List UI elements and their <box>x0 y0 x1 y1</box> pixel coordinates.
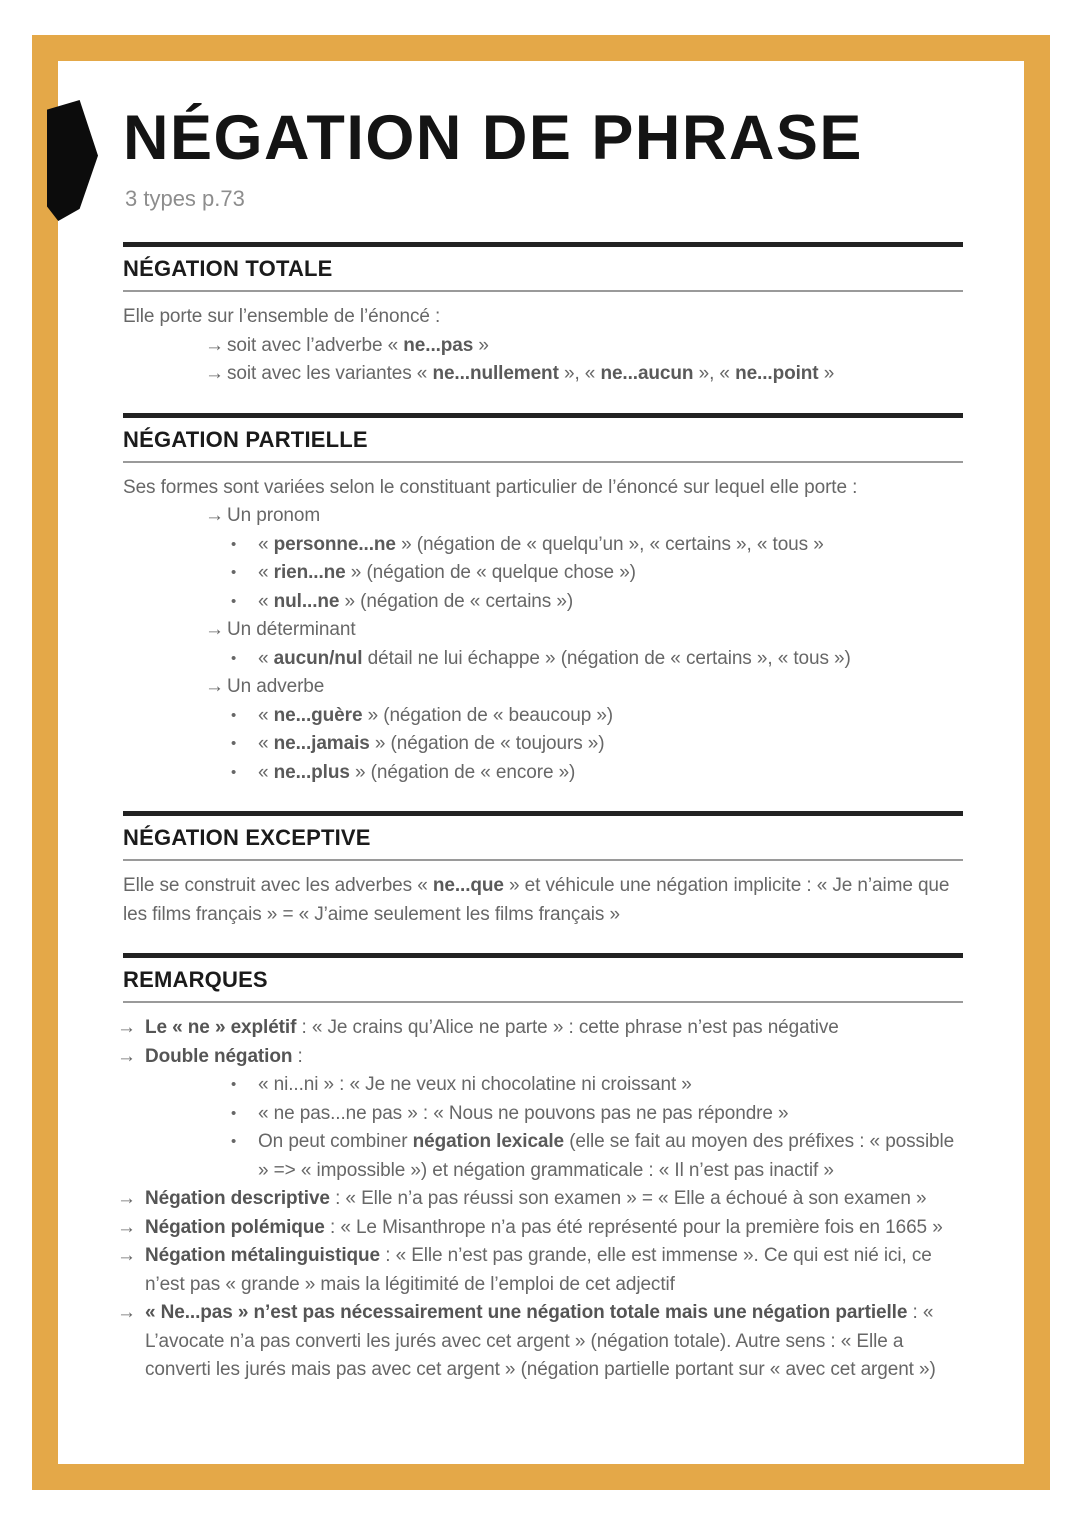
section-heading: NÉGATION PARTIELLE <box>123 426 368 452</box>
bullet-icon: • <box>231 649 237 667</box>
list-item <box>123 759 963 788</box>
item-text: Négation métalinguistique : « Elle n’est pas grande, elle est immense ». Ce qui est nié ici, ce n’est pas « grande » mais la légitimité de l’emploi de cet adjectif <box>145 1245 932 1295</box>
item-text: « ne...guère » (négation de « beaucoup ») <box>258 704 614 726</box>
list-item <box>123 730 963 759</box>
section-divider-thick <box>123 811 963 816</box>
list-item <box>117 1043 963 1072</box>
paragraph <box>123 303 963 332</box>
arrow-icon: → <box>117 1216 136 1238</box>
section-heading: NÉGATION TOTALE <box>123 256 333 282</box>
bullet-icon: • <box>231 706 237 724</box>
section-divider-thick <box>123 953 963 958</box>
arrow-icon: → <box>117 1045 136 1067</box>
bullet-icon: • <box>231 763 237 781</box>
section <box>123 242 963 413</box>
item-text: Elle porte sur l’ensemble de l’énoncé : <box>123 306 441 328</box>
item-text: « Ne...pas » n’est pas nécessairement une négation totale mais une négation partielle : « L’avocate n’a pas converti les jurés avec cet argent » (négation totale). Autre sens : « Elle a converti les jurés mais pas avec cet argent » (négation partielle portant sur « avec cet argent ») <box>145 1302 936 1381</box>
arrow-icon: → <box>205 505 224 527</box>
list-item <box>123 673 963 702</box>
list-item <box>123 332 963 361</box>
item-text: Ses formes sont variées selon le constituant particulier de l’énoncé sur lequel elle porte : <box>123 476 858 498</box>
item-text: Double négation : <box>145 1045 303 1067</box>
item-text: Négation descriptive : « Elle n’a pas réussi son examen » = « Elle a échoué à son examen » <box>145 1188 927 1210</box>
bullet-icon: • <box>231 592 237 610</box>
arrow-icon: → <box>117 1245 136 1267</box>
list-item <box>123 559 963 588</box>
bullet-icon: • <box>231 735 237 753</box>
study-sheet <box>117 103 963 1409</box>
list-item <box>123 531 963 560</box>
arrow-icon: → <box>117 1017 136 1039</box>
section-heading: NÉGATION EXCEPTIVE <box>123 825 371 851</box>
item-text: Un pronom <box>227 505 321 527</box>
list-item <box>123 1100 963 1129</box>
list-item <box>123 588 963 617</box>
arrow-icon: → <box>205 619 224 641</box>
list-item <box>117 1242 963 1299</box>
section-divider-thick <box>123 242 963 247</box>
item-text: Négation polémique : « Le Misanthrope n’a pas été représenté pour la première fois en 1665 » <box>145 1216 943 1238</box>
arrow-icon: → <box>205 363 224 385</box>
page-title: NÉGATION DE PHRASE <box>123 103 863 173</box>
list-item <box>123 360 963 389</box>
item-text: soit avec l’adverbe « ne...pas » <box>227 334 489 356</box>
section-divider-thick <box>123 413 963 418</box>
item-text: « rien...ne » (négation de « quelque chose ») <box>258 562 636 584</box>
list-item <box>123 616 963 645</box>
item-text: soit avec les variantes « ne...nullement », « ne...aucun », « ne...point » <box>227 363 835 385</box>
list-item <box>123 502 963 531</box>
list-item <box>123 645 963 674</box>
item-text: « nul...ne » (négation de « certains ») <box>258 590 574 612</box>
list-item <box>117 1299 963 1385</box>
item-text: Le « ne » explétif : « Je crains qu’Alice ne parte » : cette phrase n’est pas négative <box>145 1017 839 1039</box>
item-text: « ne...jamais » (négation de « toujours ») <box>258 733 605 755</box>
item-text: « personne...ne » (négation de « quelqu’un », « certains », « tous » <box>258 533 824 555</box>
section-body <box>123 861 963 953</box>
item-text: On peut combiner négation lexicale (elle se fait au moyen des préfixes : « possible » => « impossible ») et négation grammaticale : « Il n’est pas inactif » <box>258 1131 955 1181</box>
list-item <box>123 1071 963 1100</box>
section-body <box>123 292 963 413</box>
arrow-icon: → <box>117 1302 136 1324</box>
bullet-icon: • <box>231 1104 237 1122</box>
arrow-icon: → <box>117 1188 136 1210</box>
section <box>123 413 963 812</box>
list-item <box>123 1128 963 1185</box>
item-text: « ne pas...ne pas » : « Nous ne pouvons pas ne pas répondre » <box>258 1102 789 1124</box>
item-text: « aucun/nul détail ne lui échappe » (négation de « certains », « tous ») <box>258 647 851 669</box>
section <box>123 811 963 953</box>
bullet-icon: • <box>231 535 237 553</box>
paragraph <box>123 872 963 929</box>
section-heading: REMARQUES <box>123 967 268 993</box>
list-item <box>117 1214 963 1243</box>
list-item <box>123 702 963 731</box>
list-item <box>117 1014 963 1043</box>
item-text: Un adverbe <box>227 676 325 698</box>
bullet-icon: • <box>231 1076 237 1094</box>
page-subtitle: 3 types p.73 <box>125 186 245 212</box>
bullet-icon: • <box>231 564 237 582</box>
item-text: Un déterminant <box>227 619 356 641</box>
bullet-icon: • <box>231 1133 237 1151</box>
section-body <box>123 463 963 812</box>
item-text: Elle se construit avec les adverbes « ne...que » et véhicule une négation implicite : « Je n’aime que les films français » = « J’aime seulement les films français » <box>123 875 950 925</box>
arrow-icon: → <box>205 334 224 356</box>
section-body <box>117 1003 963 1409</box>
item-text: « ne...plus » (négation de « encore ») <box>258 761 576 783</box>
item-text: « ni...ni » : « Je ne veux ni chocolatine ni croissant » <box>258 1074 692 1096</box>
paragraph <box>123 474 963 503</box>
list-item <box>117 1185 963 1214</box>
section <box>117 953 963 1409</box>
arrow-icon: → <box>205 676 224 698</box>
sections <box>117 242 963 1409</box>
